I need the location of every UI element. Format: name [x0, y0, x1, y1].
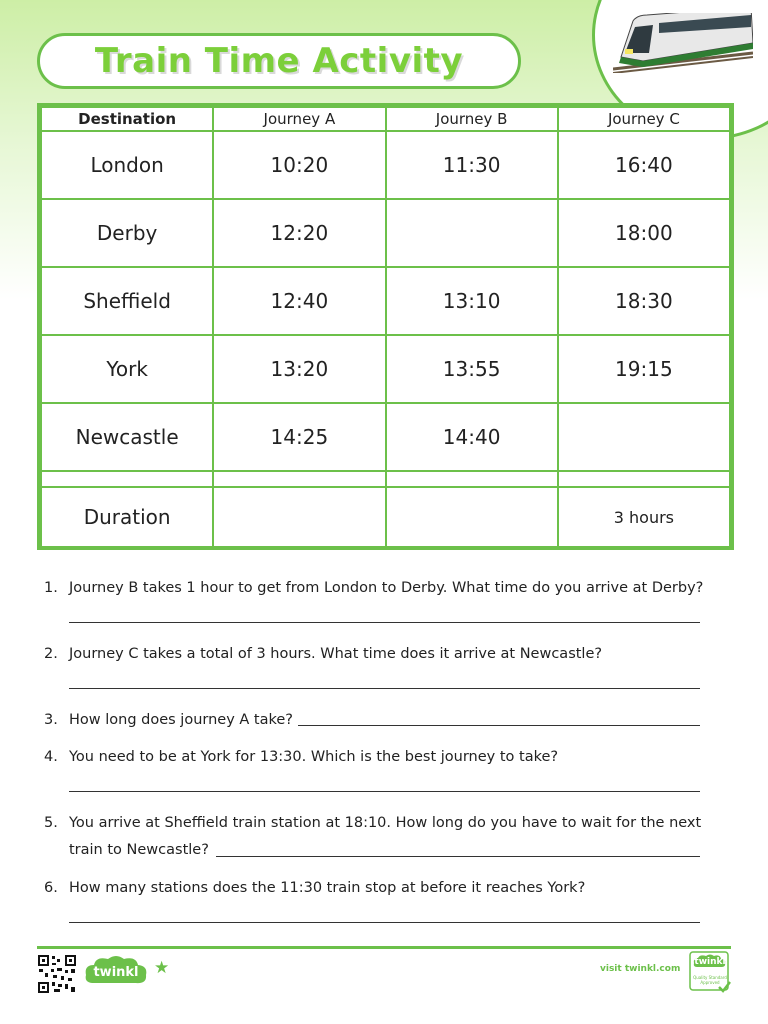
header-journey-c: Journey C	[558, 107, 730, 131]
duration-cell	[213, 487, 385, 547]
twinkl-logo-icon	[84, 953, 148, 989]
badge-title: twinkl	[694, 957, 726, 967]
time-cell: 18:00	[558, 199, 730, 267]
table-row	[41, 403, 730, 471]
train-icon	[613, 13, 753, 73]
time-cell: 18:30	[558, 267, 730, 335]
question-text: How long does journey A take?	[69, 712, 293, 728]
answer-line[interactable]	[69, 688, 700, 689]
answer-line[interactable]	[69, 791, 700, 792]
star-icon: ★	[154, 958, 170, 978]
quality-badge	[689, 951, 731, 993]
visit-website-link[interactable]: visit twinkl.com	[600, 964, 681, 974]
question-text: Journey C takes a total of 3 hours. What time does it arrive at Newcastle?	[69, 646, 603, 662]
duration-row	[41, 487, 730, 547]
answer-line[interactable]	[298, 725, 700, 726]
question-number: 4.	[44, 749, 58, 765]
time-cell	[386, 199, 558, 267]
header-journey-a: Journey A	[213, 107, 385, 131]
question-number: 1.	[44, 580, 58, 596]
time-cell: 19:15	[558, 335, 730, 403]
question-text: Journey B takes 1 hour to get from London to Derby. What time do you arrive at Derby?	[69, 580, 704, 596]
question-number: 5.	[44, 815, 58, 831]
twinkl-logo-text: twinkl	[93, 965, 139, 980]
qr-code-icon	[37, 954, 77, 994]
table-header-row	[41, 107, 730, 131]
time-cell: 10:20	[213, 131, 385, 199]
header-journey-b: Journey B	[386, 107, 558, 131]
time-cell: 13:55	[386, 335, 558, 403]
table-row	[41, 335, 730, 403]
header-destination: Destination	[41, 107, 213, 131]
destination-cell: Sheffield	[41, 267, 213, 335]
answer-line[interactable]	[69, 922, 700, 923]
question-number: 2.	[44, 646, 58, 662]
table-spacer-row	[41, 471, 730, 487]
table-row	[41, 131, 730, 199]
title-banner	[37, 33, 521, 89]
destination-cell: London	[41, 131, 213, 199]
time-cell: 12:20	[213, 199, 385, 267]
destination-cell: Newcastle	[41, 403, 213, 471]
destination-cell: Derby	[41, 199, 213, 267]
train-timetable	[37, 103, 734, 550]
question-text: How many stations does the 11:30 train stop at before it reaches York?	[69, 880, 586, 896]
time-cell: 13:20	[213, 335, 385, 403]
answer-line[interactable]	[216, 856, 700, 857]
duration-cell	[386, 487, 558, 547]
time-cell: 11:30	[386, 131, 558, 199]
time-cell	[558, 403, 730, 471]
question-number: 6.	[44, 880, 58, 896]
badge-subtitle: Quality Standard Approved	[693, 975, 727, 985]
question-number: 3.	[44, 712, 58, 728]
question-text: You arrive at Sheffield train station at 18:10. How long do you have to wait for the next	[69, 815, 702, 831]
time-cell: 12:40	[213, 267, 385, 335]
duration-label: Duration	[41, 487, 213, 547]
time-cell: 13:10	[386, 267, 558, 335]
answer-line[interactable]	[69, 622, 700, 623]
page-title: Train Time Activity	[94, 41, 464, 81]
question-text: You need to be at York for 13:30. Which is the best journey to take?	[69, 749, 559, 765]
destination-cell: York	[41, 335, 213, 403]
table-row	[41, 199, 730, 267]
twinkl-logo[interactable]	[84, 953, 148, 989]
time-cell: 16:40	[558, 131, 730, 199]
table-row	[41, 267, 730, 335]
question-text: train to Newcastle?	[69, 842, 209, 858]
duration-cell: 3 hours	[558, 487, 730, 547]
time-cell: 14:25	[213, 403, 385, 471]
time-cell: 14:40	[386, 403, 558, 471]
footer-divider	[37, 946, 731, 949]
